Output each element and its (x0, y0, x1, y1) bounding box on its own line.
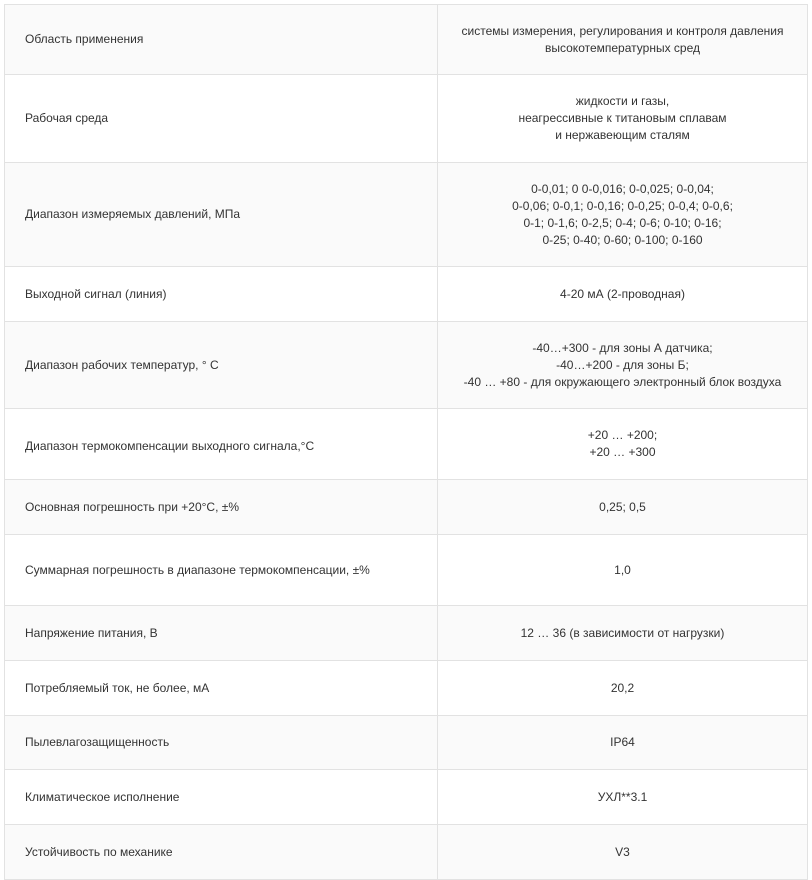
value-line: УХЛ**3.1 (597, 789, 648, 804)
param-name: Потребляемый ток, не более, мА (5, 661, 438, 716)
param-name: Область применения (5, 5, 438, 75)
value-line: +20 … +300 (589, 445, 656, 459)
value-line: 4-20 мА (2-проводная) (560, 286, 685, 301)
value-line: -40 … +80 - для окружающего электронный блок воздуха (463, 374, 782, 389)
param-value (438, 322, 808, 409)
param-name: Устойчивость по механике (5, 825, 438, 880)
table-row (5, 480, 808, 535)
param-value (438, 606, 808, 661)
table-row (5, 322, 808, 409)
param-name: Основная погрешность при +20°С, ±% (5, 480, 438, 535)
param-name: Выходной сигнал (линия) (5, 267, 438, 322)
value-line: 0-25; 0-40; 0-60; 0-100; 0-160 (542, 232, 703, 247)
param-value (438, 75, 808, 163)
value-line: IP64 (610, 735, 635, 749)
specifications-table (4, 4, 808, 880)
param-name: Климатическое исполнение (5, 770, 438, 825)
table-row (5, 267, 808, 322)
table-row (5, 825, 808, 880)
table-row (5, 716, 808, 770)
param-value (438, 770, 808, 825)
param-name: Пылевлагозащищенность (5, 716, 438, 770)
param-name: Суммарная погрешность в диапазоне термокомпенсации, ±% (5, 535, 438, 606)
param-value (438, 267, 808, 322)
value-line: неагрессивные к титановым сплавам (518, 111, 727, 125)
param-value (438, 825, 808, 880)
table-row (5, 5, 808, 75)
value-line: V3 (615, 844, 630, 859)
value-line: 0-0,06; 0-0,1; 0-0,16; 0-0,25; 0-0,4; 0-0,6; (512, 198, 733, 213)
param-value (438, 163, 808, 267)
value-line: жидкости и газы, (575, 94, 670, 108)
value-line: 0-0,01; 0 0-0,016; 0-0,025; 0-0,04; (531, 181, 714, 196)
param-name: Диапазон рабочих температур, ° С (5, 322, 438, 409)
value-line: 0,25; 0,5 (599, 499, 646, 514)
table-row (5, 163, 808, 267)
value-line: +20 … +200; (587, 428, 658, 442)
value-line: -40…+300 - для зоны А датчика; (532, 340, 713, 355)
param-value (438, 661, 808, 716)
param-value (438, 5, 808, 75)
param-name: Напряжение питания, В (5, 606, 438, 661)
table-row (5, 770, 808, 825)
param-value (438, 409, 808, 480)
value-line: высокотемпературных сред (545, 40, 700, 55)
table-row (5, 535, 808, 606)
param-value (438, 716, 808, 770)
param-name: Диапазон измеряемых давлений, МПа (5, 163, 438, 267)
value-line: -40…+200 - для зоны Б; (556, 357, 689, 372)
value-line: 0-1; 0-1,6; 0-2,5; 0-4; 0-6; 0-10; 0-16; (523, 215, 722, 230)
value-line: 20,2 (610, 680, 635, 695)
param-value (438, 535, 808, 606)
table-row (5, 75, 808, 163)
value-line: 1,0 (614, 562, 631, 577)
table-row (5, 606, 808, 661)
value-line: и нержавеющим сталям (555, 128, 690, 142)
value-line: 12 … 36 (в зависимости от нагрузки) (520, 625, 725, 640)
param-name: Диапазон термокомпенсации выходного сигнала,°С (5, 409, 438, 480)
table-row (5, 661, 808, 716)
table-row (5, 409, 808, 480)
param-value (438, 480, 808, 535)
param-name: Рабочая среда (5, 75, 438, 163)
value-line: системы измерения, регулирования и контроля давления (461, 23, 784, 38)
